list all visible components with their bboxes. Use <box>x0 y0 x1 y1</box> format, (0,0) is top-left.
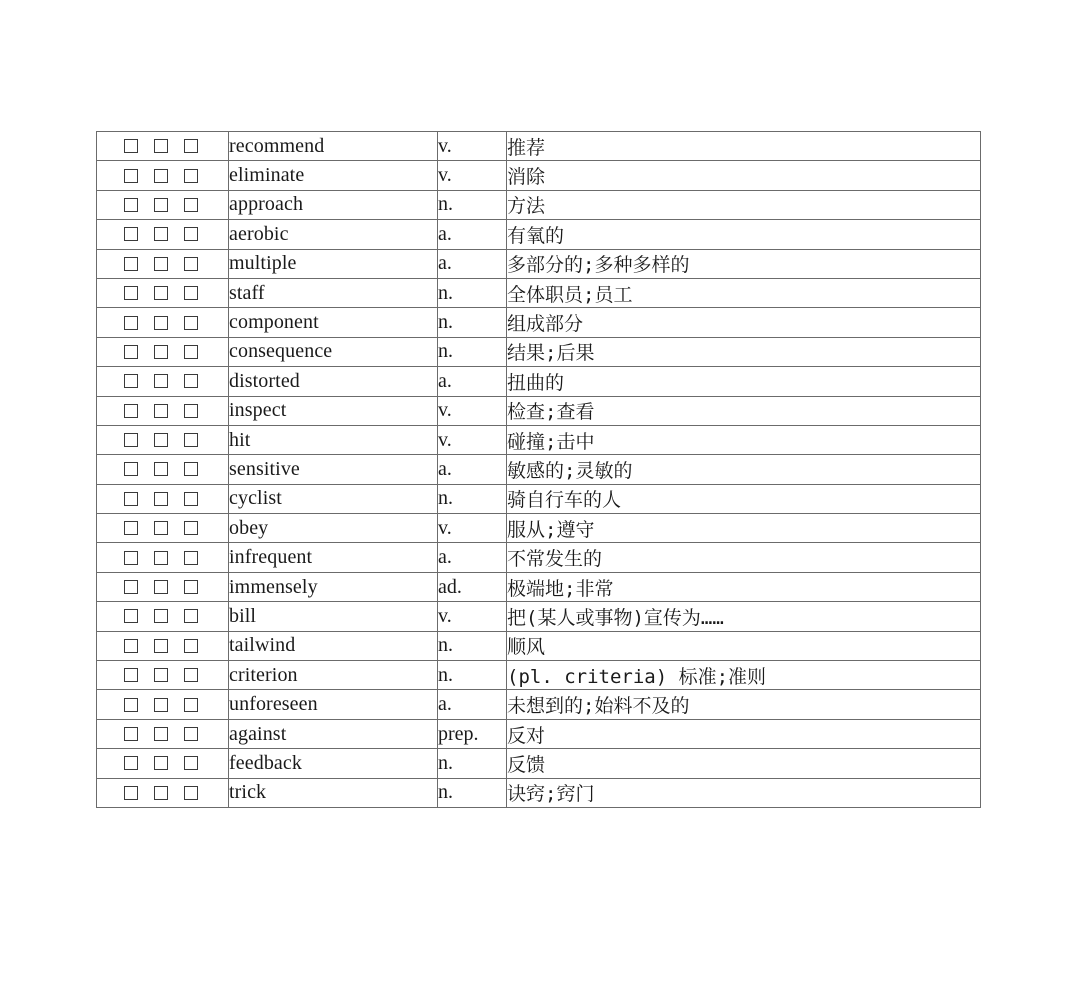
definition-cell: 把(某人或事物)宣传为…… <box>507 602 981 631</box>
definition-cell: 推荐 <box>507 132 981 161</box>
part-of-speech-cell: n. <box>438 278 507 307</box>
checkbox-cell <box>97 190 229 219</box>
table-row <box>97 749 981 778</box>
word-cell: trick <box>229 778 438 807</box>
review-checkbox-3[interactable] <box>184 404 198 418</box>
review-checkbox-2[interactable] <box>154 698 168 712</box>
definition-cell: 扭曲的 <box>507 367 981 396</box>
review-checkbox-1[interactable] <box>124 609 138 623</box>
part-of-speech-cell: v. <box>438 161 507 190</box>
table-row <box>97 308 981 337</box>
table-row <box>97 132 981 161</box>
checkbox-group <box>97 426 228 454</box>
table-row <box>97 396 981 425</box>
checkbox-group <box>97 485 228 513</box>
table-row <box>97 484 981 513</box>
checkbox-group <box>97 661 228 689</box>
checkbox-group <box>97 720 228 748</box>
review-checkbox-1[interactable] <box>124 374 138 388</box>
checkbox-cell <box>97 132 229 161</box>
definition-cell: 结果;后果 <box>507 337 981 366</box>
checkbox-group <box>97 250 228 278</box>
checkbox-cell <box>97 455 229 484</box>
definition-cell: 检查;查看 <box>507 396 981 425</box>
word-cell: consequence <box>229 337 438 366</box>
review-checkbox-3[interactable] <box>184 198 198 212</box>
review-checkbox-3[interactable] <box>184 521 198 535</box>
part-of-speech-cell: n. <box>438 190 507 219</box>
definition-cell: 不常发生的 <box>507 543 981 572</box>
review-checkbox-3[interactable] <box>184 727 198 741</box>
review-checkbox-1[interactable] <box>124 433 138 447</box>
definition-cell: 全体职员;员工 <box>507 278 981 307</box>
review-checkbox-3[interactable] <box>184 316 198 330</box>
review-checkbox-3[interactable] <box>184 139 198 153</box>
part-of-speech-cell: n. <box>438 308 507 337</box>
part-of-speech-cell: n. <box>438 484 507 513</box>
review-checkbox-2[interactable] <box>154 169 168 183</box>
review-checkbox-2[interactable] <box>154 492 168 506</box>
review-checkbox-1[interactable] <box>124 727 138 741</box>
word-cell: recommend <box>229 132 438 161</box>
checkbox-cell <box>97 543 229 572</box>
review-checkbox-1[interactable] <box>124 786 138 800</box>
review-checkbox-1[interactable] <box>124 404 138 418</box>
definition-cell: 反馈 <box>507 749 981 778</box>
table-row <box>97 543 981 572</box>
table-row <box>97 249 981 278</box>
part-of-speech-cell: n. <box>438 337 507 366</box>
review-checkbox-3[interactable] <box>184 580 198 594</box>
part-of-speech-cell: v. <box>438 396 507 425</box>
word-cell: cyclist <box>229 484 438 513</box>
word-cell: feedback <box>229 749 438 778</box>
definition-cell: 顺风 <box>507 631 981 660</box>
table-row <box>97 337 981 366</box>
review-checkbox-3[interactable] <box>184 786 198 800</box>
checkbox-cell <box>97 220 229 249</box>
checkbox-cell <box>97 690 229 719</box>
part-of-speech-cell: a. <box>438 543 507 572</box>
review-checkbox-1[interactable] <box>124 139 138 153</box>
review-checkbox-1[interactable] <box>124 551 138 565</box>
word-cell: obey <box>229 514 438 543</box>
review-checkbox-2[interactable] <box>154 139 168 153</box>
checkbox-group <box>97 367 228 395</box>
part-of-speech-cell: a. <box>438 690 507 719</box>
review-checkbox-2[interactable] <box>154 404 168 418</box>
checkbox-group <box>97 779 228 807</box>
review-checkbox-3[interactable] <box>184 492 198 506</box>
review-checkbox-1[interactable] <box>124 345 138 359</box>
table-row <box>97 514 981 543</box>
checkbox-group <box>97 690 228 718</box>
definition-cell: 消除 <box>507 161 981 190</box>
part-of-speech-cell: v. <box>438 425 507 454</box>
word-cell: aerobic <box>229 220 438 249</box>
checkbox-cell <box>97 308 229 337</box>
checkbox-group <box>97 573 228 601</box>
table-row <box>97 161 981 190</box>
part-of-speech-cell: prep. <box>438 719 507 748</box>
word-cell: eliminate <box>229 161 438 190</box>
vocabulary-table <box>96 131 981 808</box>
checkbox-cell <box>97 278 229 307</box>
checkbox-group <box>97 514 228 542</box>
definition-cell: 组成部分 <box>507 308 981 337</box>
checkbox-group <box>97 308 228 336</box>
review-checkbox-2[interactable] <box>154 462 168 476</box>
review-checkbox-2[interactable] <box>154 374 168 388</box>
word-cell: against <box>229 719 438 748</box>
review-checkbox-3[interactable] <box>184 551 198 565</box>
word-cell: criterion <box>229 661 438 690</box>
table-row <box>97 190 981 219</box>
part-of-speech-cell: v. <box>438 132 507 161</box>
checkbox-cell <box>97 661 229 690</box>
part-of-speech-cell: v. <box>438 514 507 543</box>
definition-cell: 多部分的;多种多样的 <box>507 249 981 278</box>
review-checkbox-3[interactable] <box>184 698 198 712</box>
word-cell: approach <box>229 190 438 219</box>
review-checkbox-2[interactable] <box>154 286 168 300</box>
review-checkbox-1[interactable] <box>124 462 138 476</box>
part-of-speech-cell: a. <box>438 367 507 396</box>
review-checkbox-2[interactable] <box>154 639 168 653</box>
review-checkbox-1[interactable] <box>124 169 138 183</box>
review-checkbox-2[interactable] <box>154 316 168 330</box>
table-row <box>97 719 981 748</box>
checkbox-group <box>97 543 228 571</box>
review-checkbox-1[interactable] <box>124 316 138 330</box>
word-cell: bill <box>229 602 438 631</box>
review-checkbox-1[interactable] <box>124 639 138 653</box>
table-row <box>97 572 981 601</box>
checkbox-cell <box>97 425 229 454</box>
part-of-speech-cell: n. <box>438 661 507 690</box>
table-row <box>97 278 981 307</box>
review-checkbox-1[interactable] <box>124 668 138 682</box>
definition-cell: 诀窍;窍门 <box>507 778 981 807</box>
definition-cell: (pl. criteria) 标准;准则 <box>507 661 981 690</box>
part-of-speech-cell: n. <box>438 631 507 660</box>
definition-cell: 反对 <box>507 719 981 748</box>
table-row <box>97 220 981 249</box>
table-row <box>97 602 981 631</box>
part-of-speech-cell: a. <box>438 220 507 249</box>
checkbox-group <box>97 191 228 219</box>
definition-cell: 有氧的 <box>507 220 981 249</box>
checkbox-cell <box>97 719 229 748</box>
word-cell: immensely <box>229 572 438 601</box>
checkbox-cell <box>97 396 229 425</box>
vocabulary-table-body <box>97 132 981 808</box>
review-checkbox-1[interactable] <box>124 521 138 535</box>
checkbox-group <box>97 602 228 630</box>
review-checkbox-2[interactable] <box>154 756 168 770</box>
checkbox-cell <box>97 572 229 601</box>
review-checkbox-2[interactable] <box>154 609 168 623</box>
review-checkbox-1[interactable] <box>124 698 138 712</box>
table-row <box>97 367 981 396</box>
table-row <box>97 631 981 660</box>
definition-cell: 服从;遵守 <box>507 514 981 543</box>
review-checkbox-3[interactable] <box>184 257 198 271</box>
review-checkbox-3[interactable] <box>184 462 198 476</box>
review-checkbox-3[interactable] <box>184 345 198 359</box>
checkbox-group <box>97 132 228 160</box>
checkbox-cell <box>97 161 229 190</box>
checkbox-group <box>97 220 228 248</box>
word-cell: infrequent <box>229 543 438 572</box>
part-of-speech-cell: a. <box>438 455 507 484</box>
review-checkbox-1[interactable] <box>124 198 138 212</box>
review-checkbox-1[interactable] <box>124 286 138 300</box>
review-checkbox-2[interactable] <box>154 521 168 535</box>
table-row <box>97 690 981 719</box>
part-of-speech-cell: n. <box>438 749 507 778</box>
review-checkbox-1[interactable] <box>124 227 138 241</box>
checkbox-cell <box>97 778 229 807</box>
part-of-speech-cell: ad. <box>438 572 507 601</box>
review-checkbox-3[interactable] <box>184 639 198 653</box>
checkbox-group <box>97 161 228 189</box>
review-checkbox-2[interactable] <box>154 727 168 741</box>
review-checkbox-1[interactable] <box>124 580 138 594</box>
checkbox-group <box>97 749 228 777</box>
part-of-speech-cell: n. <box>438 778 507 807</box>
word-cell: multiple <box>229 249 438 278</box>
definition-cell: 碰撞;击中 <box>507 425 981 454</box>
review-checkbox-2[interactable] <box>154 227 168 241</box>
word-cell: sensitive <box>229 455 438 484</box>
definition-cell: 未想到的;始料不及的 <box>507 690 981 719</box>
review-checkbox-3[interactable] <box>184 286 198 300</box>
word-cell: inspect <box>229 396 438 425</box>
checkbox-cell <box>97 749 229 778</box>
word-cell: component <box>229 308 438 337</box>
word-cell: tailwind <box>229 631 438 660</box>
checkbox-cell <box>97 484 229 513</box>
table-row <box>97 455 981 484</box>
review-checkbox-3[interactable] <box>184 227 198 241</box>
review-checkbox-1[interactable] <box>124 257 138 271</box>
word-cell: unforeseen <box>229 690 438 719</box>
review-checkbox-3[interactable] <box>184 756 198 770</box>
table-row <box>97 778 981 807</box>
review-checkbox-2[interactable] <box>154 668 168 682</box>
checkbox-cell <box>97 602 229 631</box>
review-checkbox-3[interactable] <box>184 169 198 183</box>
review-checkbox-2[interactable] <box>154 198 168 212</box>
review-checkbox-3[interactable] <box>184 433 198 447</box>
review-checkbox-3[interactable] <box>184 609 198 623</box>
checkbox-group <box>97 279 228 307</box>
checkbox-group <box>97 632 228 660</box>
checkbox-cell <box>97 337 229 366</box>
checkbox-group <box>97 455 228 483</box>
part-of-speech-cell: a. <box>438 249 507 278</box>
review-checkbox-2[interactable] <box>154 257 168 271</box>
checkbox-cell <box>97 631 229 660</box>
review-checkbox-2[interactable] <box>154 433 168 447</box>
checkbox-cell <box>97 249 229 278</box>
checkbox-cell <box>97 514 229 543</box>
definition-cell: 方法 <box>507 190 981 219</box>
checkbox-group <box>97 338 228 366</box>
review-checkbox-1[interactable] <box>124 756 138 770</box>
review-checkbox-2[interactable] <box>154 551 168 565</box>
word-cell: distorted <box>229 367 438 396</box>
review-checkbox-2[interactable] <box>154 345 168 359</box>
review-checkbox-3[interactable] <box>184 374 198 388</box>
review-checkbox-2[interactable] <box>154 786 168 800</box>
review-checkbox-3[interactable] <box>184 668 198 682</box>
table-row <box>97 425 981 454</box>
part-of-speech-cell: v. <box>438 602 507 631</box>
review-checkbox-1[interactable] <box>124 492 138 506</box>
definition-cell: 敏感的;灵敏的 <box>507 455 981 484</box>
checkbox-cell <box>97 367 229 396</box>
table-row <box>97 661 981 690</box>
word-cell: staff <box>229 278 438 307</box>
review-checkbox-2[interactable] <box>154 580 168 594</box>
definition-cell: 极端地;非常 <box>507 572 981 601</box>
checkbox-group <box>97 397 228 425</box>
definition-cell: 骑自行车的人 <box>507 484 981 513</box>
word-cell: hit <box>229 425 438 454</box>
